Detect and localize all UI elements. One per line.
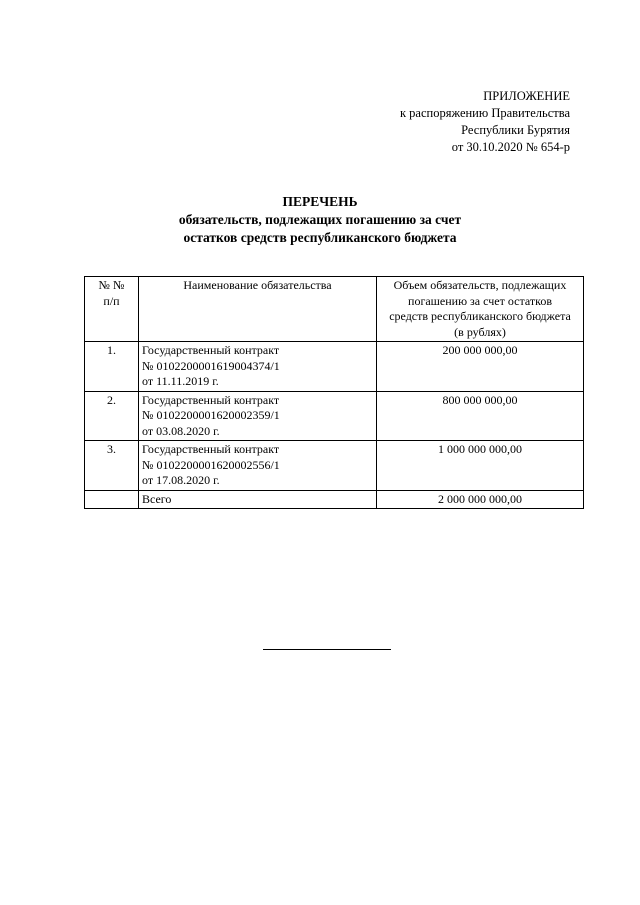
row-name-line1: Государственный контракт xyxy=(142,442,280,456)
table-row xyxy=(85,342,584,392)
appendix-region: Республики Бурятия xyxy=(461,123,570,137)
row-name-line3: от 03.08.2020 г. xyxy=(142,423,220,438)
total-label: Всего xyxy=(139,490,377,509)
row-name-line1: Государственный контракт xyxy=(142,392,280,407)
row-amount: 200 000 000,00 xyxy=(377,342,584,392)
row-amount: 800 000 000,00 xyxy=(377,391,584,441)
appendix-order-ref: к распоряжению Правительства xyxy=(399,106,570,120)
row-name-line2: № 0102200001620002556/1 xyxy=(142,457,280,472)
document-heading xyxy=(0,193,640,247)
row-number: 2. xyxy=(85,391,139,441)
row-number: 3. xyxy=(85,441,139,491)
document-subtitle-line2: остатков средств республиканского бюджета xyxy=(183,230,457,245)
table-row xyxy=(85,391,584,441)
header-amount xyxy=(377,277,584,342)
row-name xyxy=(139,391,377,441)
table-header-row xyxy=(85,277,584,342)
document-title: ПЕРЕЧЕНЬ xyxy=(282,194,358,209)
row-name-line3: от 11.11.2019 г. xyxy=(142,374,219,388)
header-amount-line3: средств республиканского бюджета xyxy=(389,309,571,323)
table-row xyxy=(85,441,584,491)
total-number-empty xyxy=(85,490,139,509)
document-subtitle-line1: обязательств, подлежащих погашению за счет xyxy=(178,212,462,227)
header-number-line1: № № xyxy=(98,278,125,292)
row-name-line2: № 0102200001620002359/1 xyxy=(142,408,280,422)
header-name: Наименование обязательства xyxy=(139,277,377,342)
row-number: 1. xyxy=(85,342,139,392)
obligations-table xyxy=(84,276,584,509)
row-name-line2: № 0102200001619004374/1 xyxy=(142,358,280,373)
row-amount: 1 000 000 000,00 xyxy=(377,441,584,491)
appendix-date-number: от 30.10.2020 № 654-р xyxy=(451,140,570,154)
table-total-row xyxy=(85,490,584,509)
closing-separator-line xyxy=(263,649,391,650)
row-name-line1: Государственный контракт xyxy=(142,343,280,357)
header-amount-line2: погашению за счет остатков xyxy=(408,293,552,308)
header-number-line2: п/п xyxy=(103,293,120,308)
appendix-block xyxy=(400,88,570,156)
appendix-label: ПРИЛОЖЕНИЕ xyxy=(483,89,570,103)
row-name-line3: от 17.08.2020 г. xyxy=(142,473,220,487)
row-name xyxy=(139,342,377,392)
header-number xyxy=(85,277,139,342)
total-amount: 2 000 000 000,00 xyxy=(377,490,584,509)
row-name xyxy=(139,441,377,491)
header-amount-line4: (в рублях) xyxy=(454,324,506,339)
header-amount-line1: Объем обязательств, подлежащих xyxy=(393,278,567,292)
